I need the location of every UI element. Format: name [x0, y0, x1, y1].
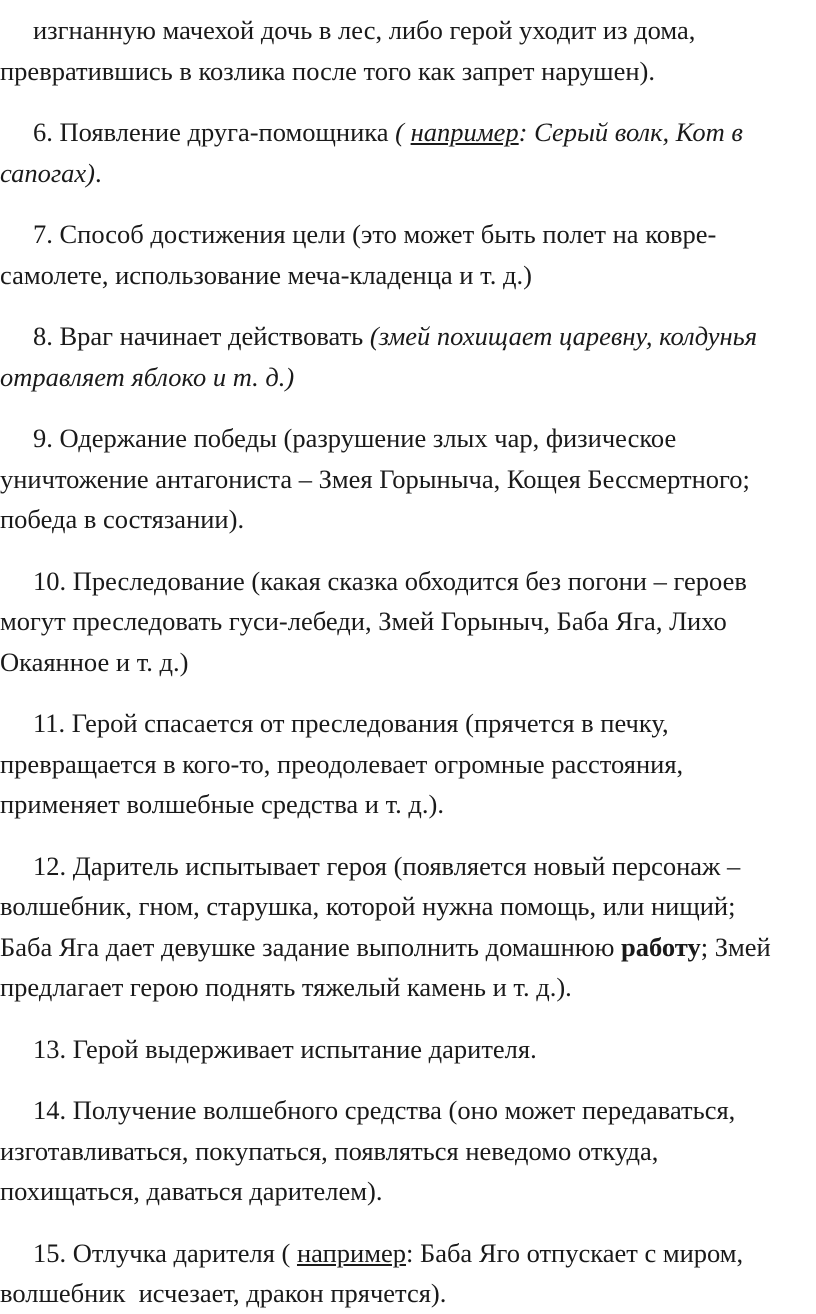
text-line: 9. Одержание победы (разрушение злых чар, физическое — [33, 423, 677, 453]
underlined-run: например — [296, 1237, 406, 1268]
text-line: превращается в кого-то, преодолевает огромные расстояния, — [0, 748, 684, 779]
text-line: предлагает герою поднять тяжелый камень и т. д.). — [0, 972, 572, 1002]
paragraph-item-11 — [0, 703, 816, 825]
text-line: применяет волшебные средства и т. д.). — [0, 789, 444, 819]
text-line: 14. Получение волшебного средства (оно может передаваться, — [33, 1095, 736, 1125]
text-line: победа в состязании). — [0, 504, 245, 534]
text-line: волшебник исчезает, дракон прячется). — [0, 1278, 447, 1308]
paragraph-item-7 — [0, 214, 816, 295]
text-line: изготавливаться, покупаться, появляться неведомо откуда, — [0, 1135, 659, 1166]
text-line: похищаться, даваться дарителем). — [0, 1176, 383, 1206]
paragraph-item-9 — [0, 418, 816, 540]
text-line — [0, 927, 816, 968]
paragraph-item-15 — [0, 1233, 816, 1314]
text-line: Окаянное и т. д.) — [0, 646, 189, 677]
bold-run: работу — [621, 931, 701, 962]
text-line: могут преследовать гуси-лебеди, Змей Горыныч, Баба Яга, Лихо — [0, 606, 727, 636]
text-line: отравляет яблоко и т. д.) — [0, 361, 295, 392]
text-line: изгнанную мачехой дочь в лес, либо герой уходит из дома, — [33, 15, 696, 45]
text-line: 11. Герой спасается от преследования (прячется в печку, — [33, 708, 669, 738]
text-run: 6. Появление друга-помощника — [33, 117, 396, 147]
italic-run: : Серый волк, Кот в — [518, 117, 743, 147]
italic-run: ( — [395, 117, 411, 147]
text-run: : Баба Яго отпускает с миром, — [405, 1237, 744, 1268]
text-line — [0, 1233, 816, 1274]
paragraph-item-12 — [0, 846, 816, 1008]
text-line: 12. Даритель испытывает героя (появляется новый персонаж – — [33, 850, 741, 881]
text-line: превратившись в козлика после того как запрет нарушен). — [0, 55, 655, 86]
text-run: . — [95, 157, 102, 188]
paragraph-item-14 — [0, 1090, 816, 1212]
text-run: ; Змей — [700, 931, 771, 962]
paragraph-item-8 — [0, 316, 816, 397]
text-line: уничтожение антагониста – Змея Горыныча, Кощея Бессмертного; — [0, 463, 750, 494]
italic-run: сапогах) — [0, 157, 96, 188]
text-line: 10. Преследование (какая сказка обходится без погони – героев — [33, 565, 747, 596]
underlined-run: например — [410, 117, 519, 147]
paragraph-item-10 — [0, 561, 816, 683]
text-run: 15. Отлучка дарителя ( — [33, 1237, 297, 1268]
text-line — [0, 112, 816, 153]
text-line: волшебник, гном, старушка, которой нужна помощь, или нищий; — [0, 891, 736, 921]
text-line — [0, 316, 816, 357]
text-run: Баба Яга дает девушке задание выполнить домашнюю — [0, 931, 621, 962]
italic-run: (змей похищает царевну, колдунья — [369, 321, 758, 351]
text-line: 7. Способ достижения цели (это может быть полет на ковре- — [33, 219, 717, 249]
paragraph-item-6 — [0, 112, 816, 193]
paragraph-item-13 — [0, 1029, 816, 1070]
text-line: самолете, использование меча-кладенца и т. д.) — [0, 259, 532, 290]
text-line — [0, 153, 816, 194]
text-run: 8. Враг начинает действовать — [33, 321, 370, 351]
paragraph-continuation — [0, 10, 816, 91]
text-line: 13. Герой выдерживает испытание дарителя. — [33, 1033, 537, 1064]
